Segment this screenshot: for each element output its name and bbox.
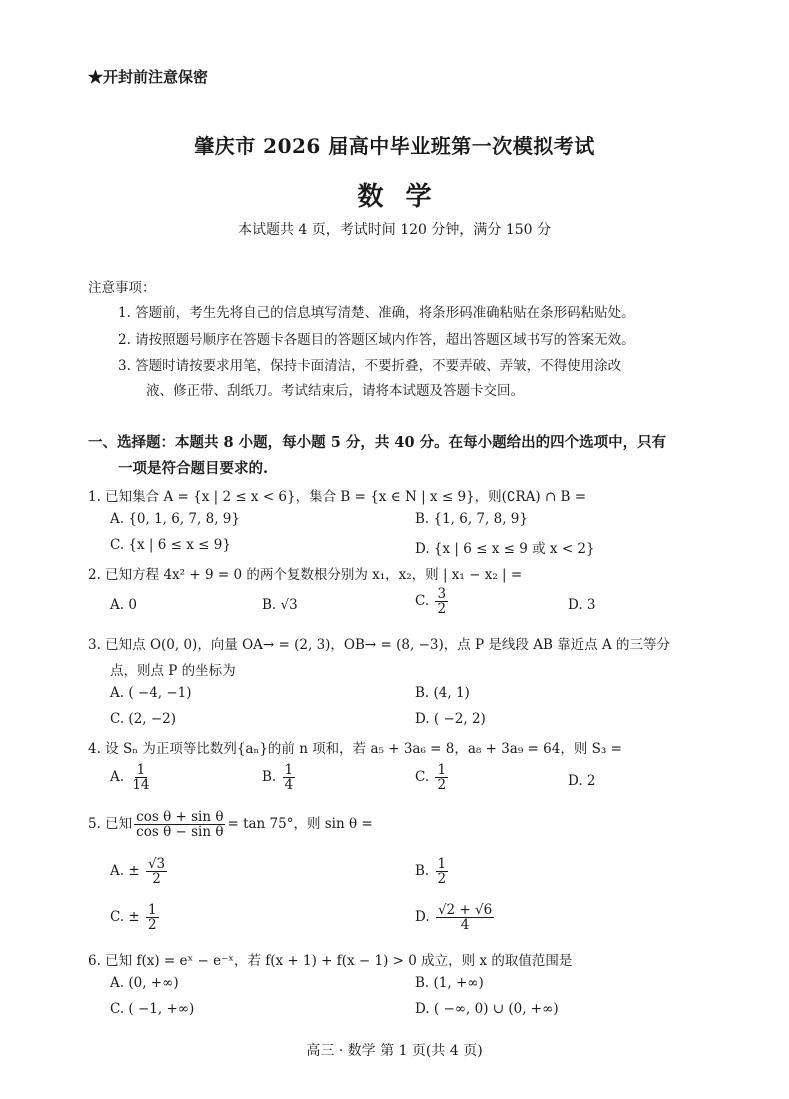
q4-stem: 4. 设 Sₙ 为正项等比数列{aₙ}的前 n 项和，若 a₅ + 3a₆ = 8，a₈ + 3a₉ = 64，则 S₃ =: [88, 741, 622, 757]
notice-item-3-cont: 液、修正带、刮纸刀。考试结束后，请将本试题及答题卡交回。: [146, 383, 524, 399]
denominator: 4: [284, 777, 294, 794]
q5-option-d-label: D.: [415, 909, 430, 926]
denominator: 2: [152, 871, 161, 888]
numerator: √2 + √6: [437, 902, 493, 918]
exam-title: 肇庆市 2026 届高中毕业班第一次模拟考试: [194, 134, 595, 158]
numerator: 1: [136, 762, 146, 778]
q5-option-b: [415, 857, 450, 886]
q4-option-b: [262, 763, 297, 792]
subject-text: 数学: [357, 182, 454, 212]
denominator: 2: [437, 777, 447, 794]
q3-option-c: C. (2, −2): [110, 711, 177, 727]
q2-option-c-label: C.: [415, 593, 430, 610]
numerator: √3: [147, 856, 166, 872]
q5-stem-fraction: [134, 810, 225, 839]
q2-option-b: B. √3: [262, 597, 298, 613]
q4-option-d: D. 2: [568, 773, 596, 789]
q6-option-c: C. ( −1, +∞): [110, 1001, 195, 1017]
denominator: 2: [148, 917, 157, 934]
q6-option-a: A. (0, +∞): [110, 975, 179, 991]
section-heading: 一、选择题：本题共 8 小题，每小题 5 分，共 40 分。在每小题给出的四个选项中，只有: [88, 434, 667, 451]
q5-option-d-fraction: [436, 903, 494, 932]
q5-stem-pre: 5. 已知: [88, 816, 133, 833]
q5-stem-post: = tan 75°，则 sin θ =: [227, 816, 373, 833]
q1-option-a: A. {0, 1, 6, 7, 8, 9}: [110, 511, 240, 527]
numerator: 3: [437, 586, 447, 602]
q3-stem-cont: 点，则点 P 的坐标为: [110, 663, 236, 679]
q1-option-d: D. {x | 6 ≤ x ≤ 9 或 x < 2}: [415, 541, 595, 557]
q2-stem: 2. 已知方程 4x² + 9 = 0 的两个复数根分别为 x₁，x₂，则 | x₁ − x₂ | =: [88, 567, 523, 583]
q3-stem: 3. 已知点 O(0, 0)，向量 OA→ = (2, 3)，OB→ = (8, −3)，点 P 是线段 AB 靠近点 A 的三等分: [88, 637, 670, 653]
section-heading-cont: 一项是符合题目要求的.: [118, 460, 269, 477]
numerator: 1: [437, 856, 447, 872]
numerator: 1: [284, 762, 294, 778]
q5-option-c-fraction: [146, 903, 159, 932]
numerator: cos θ + sin θ: [136, 809, 224, 825]
denominator: 2: [437, 601, 447, 618]
notice-item-1: 1. 答题前，考生先将自己的信息填写清楚、准确，将条形码准确粘贴在条形码粘贴处。: [118, 305, 635, 321]
numerator: 1: [148, 902, 157, 918]
q5-option-c: [110, 903, 161, 932]
q5-option-a-fraction: [146, 857, 167, 886]
denominator: cos θ − sin θ: [136, 824, 224, 841]
q4-option-a-label: A.: [110, 769, 125, 786]
confidential-note: ★开封前注意保密: [88, 68, 209, 86]
q3-option-b: B. (4, 1): [415, 685, 470, 701]
q4-option-b-label: B.: [262, 769, 277, 786]
q5-option-a-label: A. ±: [110, 863, 140, 880]
q6-option-b: B. (1, +∞): [415, 975, 484, 991]
q2-option-c-fraction: [435, 587, 448, 616]
denominator: 2: [437, 871, 447, 888]
notice-heading: 注意事项：: [88, 280, 156, 296]
q4-option-a-fraction: [130, 763, 151, 792]
numerator: 1: [437, 762, 447, 778]
notice-item-2: 2. 请按照题号顺序在答题卡各题目的答题区域内作答，超出答题区域书写的答案无效。: [118, 332, 635, 348]
q5-option-c-label: C. ±: [110, 909, 140, 926]
q5-option-a: [110, 857, 169, 886]
q3-option-d: D. ( −2, 2): [415, 711, 486, 727]
q6-stem: 6. 已知 f(x) = eˣ − e⁻ˣ，若 f(x + 1) + f(x − 1) > 0 成立，则 x 的取值范围是: [88, 953, 573, 969]
q5-stem: [88, 810, 373, 839]
q4-option-b-fraction: [283, 763, 296, 792]
q2-option-a: A. 0: [110, 597, 137, 613]
q5-option-b-fraction: [436, 857, 449, 886]
q4-option-c-label: C.: [415, 769, 430, 786]
q2-option-c: [415, 587, 450, 616]
q6-option-d: D. ( −∞, 0) ∪ (0, +∞): [415, 1001, 559, 1017]
page-footer: 高三 · 数学 第 1 页(共 4 页): [306, 1043, 483, 1059]
q2-option-d: D. 3: [568, 597, 596, 613]
q1-stem: 1. 已知集合 A = {x | 2 ≤ x < 6}，集合 B = {x ∈ N | x ≤ 9}，则(∁RA) ∩ B =: [88, 489, 587, 505]
exam-info: 本试题共 4 页，考试时间 120 分钟，满分 150 分: [237, 222, 552, 238]
q4-option-c: [415, 763, 450, 792]
q1-option-c: C. {x | 6 ≤ x ≤ 9}: [110, 537, 231, 553]
denominator: 14: [132, 777, 150, 794]
q4-option-c-fraction: [435, 763, 448, 792]
q5-option-b-label: B.: [415, 863, 430, 880]
subject-title: [0, 176, 789, 213]
q1-option-b: B. {1, 6, 7, 8, 9}: [415, 511, 528, 527]
q5-option-d: [415, 903, 496, 932]
notice-item-3: 3. 答题时请按要求用笔，保持卡面清洁，不要折叠，不要弄破、弄皱，不得使用涂改: [118, 358, 622, 374]
q4-option-a: [110, 763, 154, 792]
q3-option-a: A. ( −4, −1): [110, 685, 192, 701]
denominator: 4: [460, 917, 470, 934]
